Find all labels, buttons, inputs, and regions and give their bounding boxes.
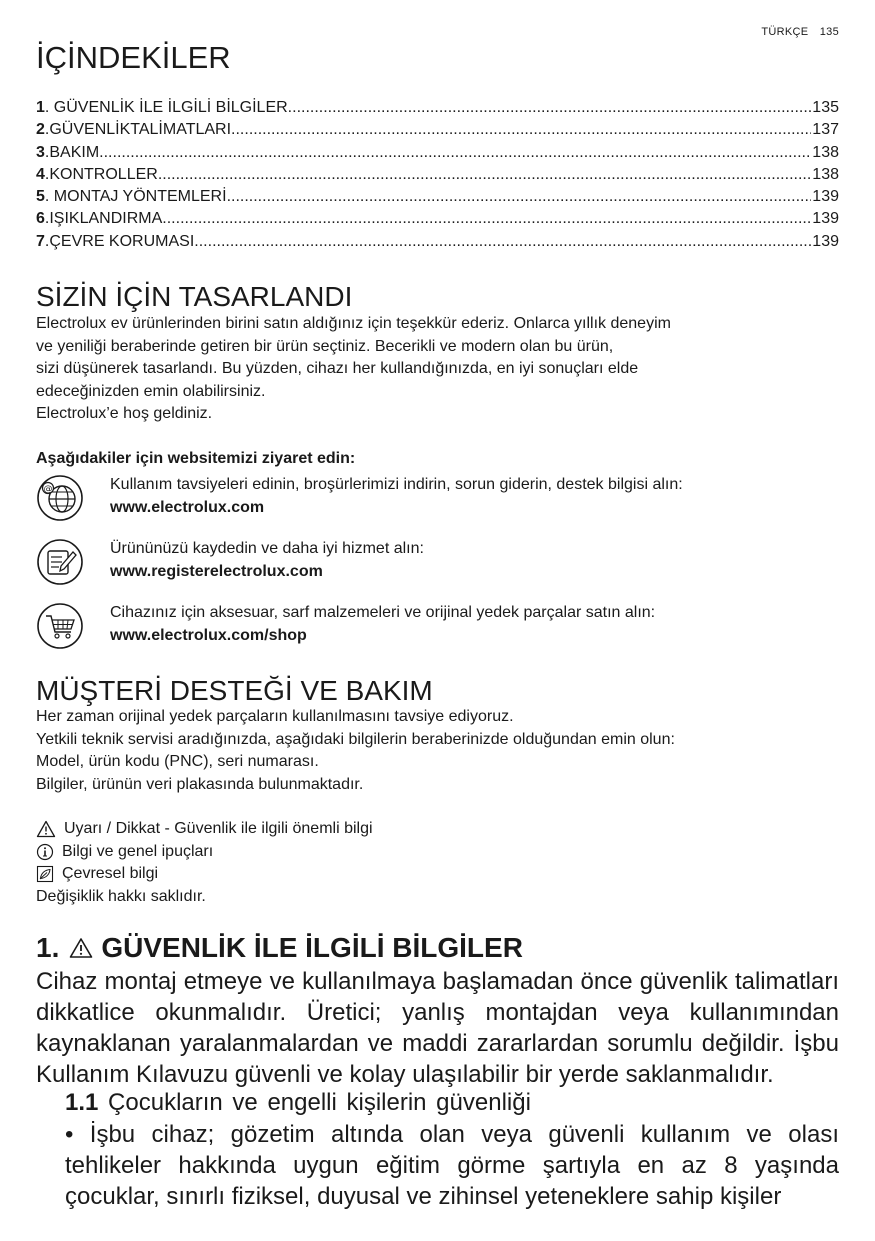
bullet-paragraph: • İşbu cihaz; gözetim altında olan veya güvenli kullanım ve olası tehlikeler hakkında uygun eğitim görme şartıyla en az 8 yaşında çocuklar, sınırlı fiziksel, duyusal ve zihinsel yeteneklere sahip kişiler <box>65 1121 839 1210</box>
page-number: 135 <box>819 26 839 38</box>
safety-paragraph: Cihaz montaj etmeye ve kullanılmaya başlamadan önce güvenlik talimatları dikkatlice okunmalıdır. Üretici; yanlış montajdan veya kullanımından kaynaklanan yaralanmalardan ve maddi zararlardan sorumlu değildir. İşbu Kullanım Kılavuzu güvenli ve kolay ulaşılabilir bir yerde saklanmalıdır. <box>36 968 839 1088</box>
toc-item-separator: . <box>44 121 50 139</box>
text-line: Electrolux’e hoş geldiniz. <box>36 405 213 422</box>
subsection-heading <box>65 1087 531 1118</box>
toc-item-number: 4 <box>36 165 45 183</box>
toc-item[interactable] <box>36 97 839 119</box>
toc-leader-dots <box>162 208 811 230</box>
toc-item-page: 138 <box>812 165 839 183</box>
toc-item-number: 3 <box>36 143 45 161</box>
page-header <box>753 26 839 38</box>
website-link[interactable]: www.registerelectrolux.com <box>110 562 323 580</box>
toc-item-separator: . <box>44 210 50 228</box>
warning-triangle-icon <box>36 820 56 838</box>
toc-item[interactable] <box>36 186 839 208</box>
toc-item-label: MONTAJ YÖNTEMLERİ <box>53 188 227 206</box>
language-label: TÜRKÇE <box>761 26 809 38</box>
toc-item-separator: . <box>44 143 50 161</box>
section-title-safety <box>36 932 523 964</box>
text-line: Her zaman orijinal yedek parçaların kullanılmasını tavsiye ediyoruz. <box>36 708 514 725</box>
toc-item-number: 7 <box>36 232 45 250</box>
svg-text:@: @ <box>43 484 53 495</box>
visit-heading: Aşağıdakiler için websitemizi ziyaret edin: <box>36 450 356 467</box>
toc-item-separator: . <box>44 99 54 116</box>
section-title-designed-for-you: SİZİN İÇİN TASARLANDI <box>36 281 353 312</box>
toc-item-number: 6 <box>36 210 45 228</box>
toc-item-page: 139 <box>812 188 839 206</box>
environment-leaf-icon <box>36 865 54 883</box>
subsection-title: Çocukların ve engelli kişilerin güvenliği <box>108 1089 531 1116</box>
symbol-legend-environment <box>36 863 158 886</box>
toc-item-number: 5 <box>36 188 45 206</box>
toc-item[interactable] <box>36 208 839 230</box>
toc-leader-dots <box>288 97 812 119</box>
toc-item[interactable] <box>36 164 839 186</box>
toc-item-separator: . <box>44 188 54 206</box>
toc-item-page: 137 <box>812 121 839 139</box>
toc-item-page: 138 <box>812 143 839 161</box>
toc-leader-dots <box>227 186 812 208</box>
toc-item-label: ÇEVRE KORUMASI <box>49 232 195 250</box>
rights-reserved-text: Değişiklik hakkı saklıdır. <box>36 888 206 905</box>
environment-legend-text: Çevresel bilgi <box>62 865 159 882</box>
toc-leader-dots <box>194 231 811 253</box>
website-description: Ürününüzü kaydedin ve daha iyi hizmet alın: <box>110 540 424 557</box>
toc-title: İÇİNDEKİLER <box>36 40 231 75</box>
toc-item-label: IŞIKLANDIRMA <box>49 210 163 228</box>
text-line: Yetkili teknik servisi aradığınızda, aşağıdaki bilgilerin beraberinizde olduğundan emin olun: <box>36 730 675 748</box>
website-link[interactable]: www.electrolux.com <box>110 498 265 516</box>
website-description: Cihazınız için aksesuar, sarf malzemeleri ve orijinal yedek parçalar satın alın: <box>110 604 656 621</box>
symbol-legend-info <box>36 841 213 864</box>
text-line: Model, ürün kodu (PNC), seri numarası. <box>36 753 319 770</box>
toc-item-separator: . <box>44 232 50 250</box>
globe-at-icon <box>36 474 84 522</box>
toc-item-label: KONTROLLER <box>49 165 158 183</box>
register-note-icon <box>36 538 84 586</box>
section-number: 1. <box>36 932 60 963</box>
toc-item-label: GÜVENLİKTALİMATLARI <box>49 121 232 139</box>
toc-leader-dots <box>99 142 811 164</box>
toc-item[interactable] <box>36 231 839 253</box>
warning-triangle-icon <box>69 937 93 959</box>
section-title-text: GÜVENLİK İLE İLGİLİ BİLGİLER <box>101 932 523 963</box>
toc-leader-dots <box>231 119 811 141</box>
text-line: edeceğinizden emin olabilirsiniz. <box>36 382 266 400</box>
symbol-legend-warning <box>36 818 373 841</box>
toc-item-page: 135 <box>812 99 839 116</box>
text-line: Bilgiler, ürünün veri plakasında bulunmaktadır. <box>36 775 364 793</box>
toc-item-separator: . <box>44 165 50 183</box>
intro-paragraph <box>36 313 796 426</box>
toc-item-label: BAKIM <box>49 143 100 161</box>
table-of-contents <box>36 97 839 253</box>
website-link[interactable]: www.electrolux.com/shop <box>110 626 307 644</box>
toc-item[interactable] <box>36 119 839 141</box>
toc-item-number: 2 <box>36 121 45 139</box>
section-title-customer-support: MÜŞTERİ DESTEĞİ VE BAKIM <box>36 675 433 706</box>
text-line: Electrolux ev ürünlerinden birini satın aldığınız için teşekkür ederiz. Onlarca yıllık deneyim <box>36 315 671 332</box>
subsection-number: 1.1 <box>65 1089 99 1116</box>
info-icon <box>36 843 54 861</box>
text-line: sizi düşünerek tasarlandı. Bu yüzden, cihazı her kullandığınızda, en iyi sonuçları elde <box>36 360 639 377</box>
toc-item-page: 139 <box>812 210 839 228</box>
toc-item-label: GÜVENLİK İLE İLGİLİ BİLGİLER <box>53 99 288 116</box>
toc-item-page: 139 <box>812 232 839 250</box>
info-legend-text: Bilgi ve genel ipuçları <box>62 843 214 860</box>
toc-leader-dots <box>158 164 811 186</box>
warning-legend-text: Uyarı / Dikkat - Güvenlik ile ilgili önemli bilgi <box>64 820 373 837</box>
support-paragraph <box>36 706 836 796</box>
toc-item-number: 1 <box>36 99 45 116</box>
text-line: ve yeniliği beraberinde getiren bir ürün seçtiniz. Becerikli ve modern olan bu ürün, <box>36 337 614 355</box>
toc-item[interactable] <box>36 142 839 164</box>
website-description: Kullanım tavsiyeleri edinin, broşürlerimizi indirin, sorun giderin, destek bilgisi alın: <box>110 476 683 493</box>
shopping-cart-icon <box>36 602 84 650</box>
